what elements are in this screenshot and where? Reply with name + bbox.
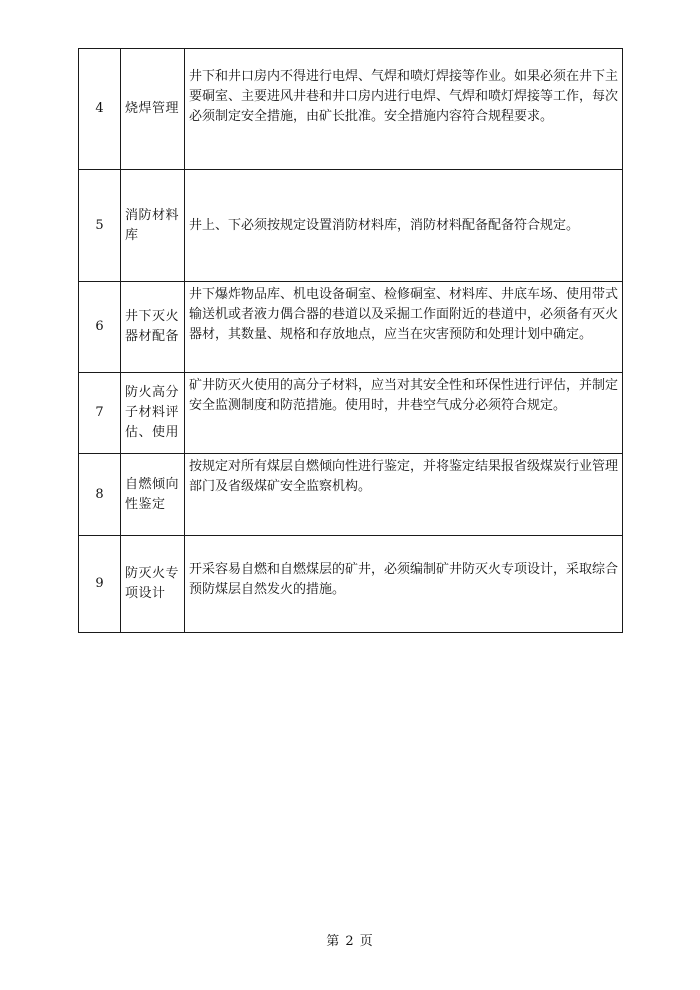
row-item: 防灭火专项设计 bbox=[121, 536, 185, 633]
row-description: 开采容易自燃和自燃煤层的矿井，必须编制矿井防灭火专项设计，采取综合预防煤层自然发火的措施。 bbox=[185, 536, 623, 633]
row-item: 自燃倾向性鉴定 bbox=[121, 454, 185, 536]
table-row bbox=[79, 373, 623, 454]
table-row bbox=[79, 49, 623, 170]
row-number: 9 bbox=[79, 536, 121, 633]
row-description: 井下和井口房内不得进行电焊、气焊和喷灯焊接等作业。如果必须在井下主要硐室、主要进风井巷和井口房内进行电焊、气焊和喷灯焊接等工作，每次必须制定安全措施，由矿长批准。安全措施内容符合规程要求。 bbox=[185, 49, 623, 170]
row-number: 8 bbox=[79, 454, 121, 536]
row-item: 井下灭火器材配备 bbox=[121, 282, 185, 373]
page-number: 第 2 页 bbox=[326, 934, 374, 949]
table-row bbox=[79, 282, 623, 373]
table-row bbox=[79, 536, 623, 633]
row-description: 井上、下必须按规定设置消防材料库，消防材料配备配备符合规定。 bbox=[185, 170, 623, 282]
row-item: 消防材料库 bbox=[121, 170, 185, 282]
row-number: 7 bbox=[79, 373, 121, 454]
row-number: 4 bbox=[79, 49, 121, 170]
row-item: 烧焊管理 bbox=[121, 49, 185, 170]
row-description: 按规定对所有煤层自燃倾向性进行鉴定，并将鉴定结果报省级煤炭行业管理部门及省级煤矿安全监察机构。 bbox=[185, 454, 623, 536]
row-number: 5 bbox=[79, 170, 121, 282]
row-item: 防火高分子材料评估、使用 bbox=[121, 373, 185, 454]
table-row bbox=[79, 454, 623, 536]
safety-check-table bbox=[78, 48, 623, 633]
row-number: 6 bbox=[79, 282, 121, 373]
table-row bbox=[79, 170, 623, 282]
row-description: 井下爆炸物品库、机电设备硐室、检修硐室、材料库、井底车场、使用带式输送机或者液力偶合器的巷道以及采掘工作面附近的巷道中，必须备有灭火器材，其数量、规格和存放地点，应当在灾害预防和处理计划中确定。 bbox=[185, 282, 623, 373]
row-description: 矿井防灭火使用的高分子材料，应当对其安全性和环保性进行评估，并制定安全监测制度和防范措施。使用时，井巷空气成分必须符合规定。 bbox=[185, 373, 623, 454]
